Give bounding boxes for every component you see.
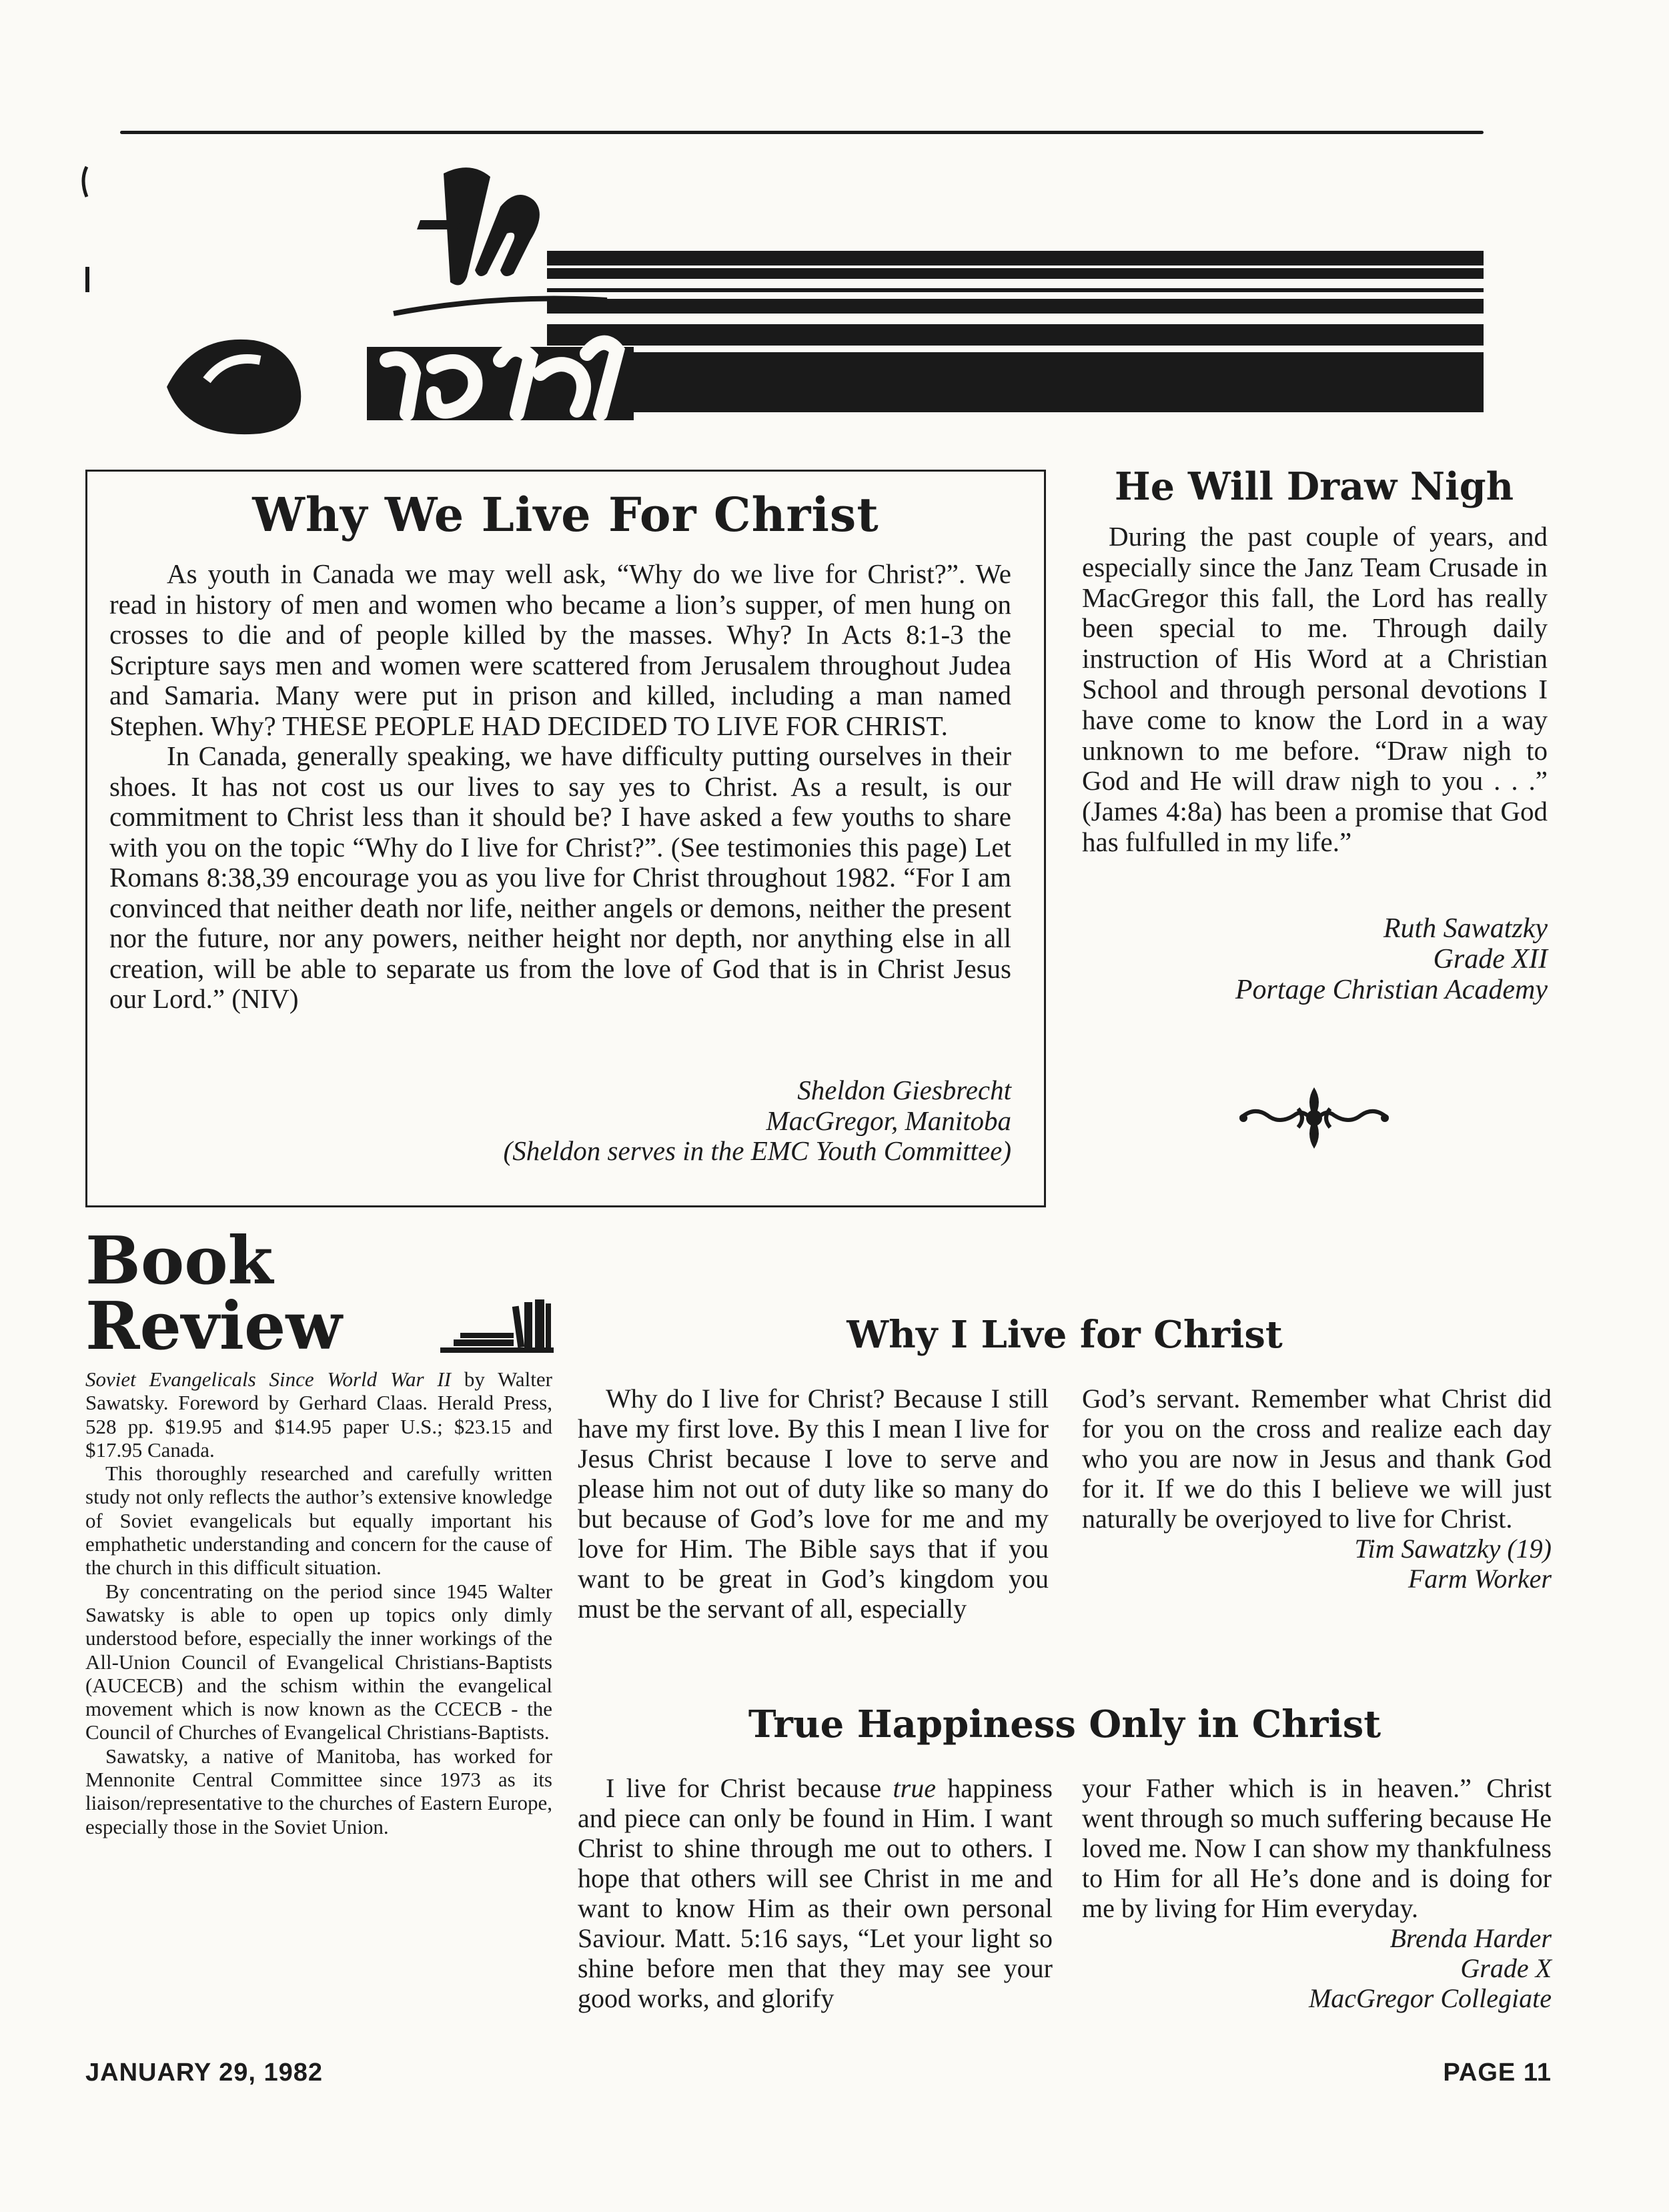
- review-paragraph: This thoroughly researched and carefully written study not only reflects the author’s extensive knowledge of Soviet evangelicals but equally important his emphathetic understanding and concern for the cause of the church in this difficult situation.: [85, 1462, 552, 1580]
- bookshelf-icon: [440, 1297, 554, 1357]
- author-location: MacGregor, Manitoba: [766, 1105, 1011, 1136]
- testimony-2-signature: [1082, 1923, 1552, 2013]
- review-paragraph: Sawatsky, a native of Manitoba, has worked for Mennonite Central Committee since 1973 as its liaison/representative to the churches of Eastern Europe, especially those in the Soviet Union.: [85, 1744, 552, 1838]
- scroll-ornament-icon: [1234, 1082, 1394, 1154]
- testimony-2-title: True Happiness Only in Christ: [748, 1702, 1381, 1746]
- author-occupation: Farm Worker: [1408, 1564, 1552, 1594]
- testimony-1-right-column: God’s servant. Remember what Christ did for you on the cross and realize each day who you are now in Jesus and thank God for it. If we do this I believe we will just naturally be overjoyed to live for Christ. Tim Sawatzky (19) Farm Worker: [1082, 1384, 1552, 1594]
- author-grade: Grade X: [1460, 1953, 1552, 1983]
- testimony-2-left-column: I live for Christ because true happiness and piece can only be found in Him. I want Christ to shine through me out to others. I hope that others will see Christ in me and want to know Him as their own personal Saviour. Matt. 5:16 says, “Let your light so shine before men that they may see your good works, and glorify: [578, 1773, 1053, 2013]
- masthead-top-rule: [120, 131, 1484, 134]
- testimony-1-left-column: Why do I live for Christ? Because I still have my first love. By this I mean I live for Jesus Christ because I love to serve and please him not out of duty like so many do but because of God’s love for me and my love for Him. The Bible says that if you want to be great in God’s kingdom you must be the servant of all, especially: [578, 1384, 1049, 1624]
- lead-article-body: [109, 559, 1011, 1015]
- author-name: Sheldon Giesbrecht: [797, 1075, 1011, 1105]
- author-note: (Sheldon serves in the EMC Youth Committee): [503, 1135, 1011, 1166]
- author-name: Tim Sawatzky (19): [1354, 1534, 1552, 1564]
- testimony-1-signature: [1082, 1534, 1552, 1594]
- side-paragraph: During the past couple of years, and especially since the Janz Team Crusade in MacGregor this fall, the Lord has really been special to me. Through daily instruction of His Word at a Christian School and through personal devotions I have come to know the Lord in a way unknown to me before. “Draw nigh to God and He will draw nigh to you . . .” (James 4:8a) has been a promise that God has fulfulled in my life.”: [1082, 521, 1548, 857]
- page-number: PAGE 11: [1443, 2059, 1552, 2087]
- author-grade: Grade XII: [1433, 943, 1548, 975]
- lead-article-signature: [109, 1075, 1011, 1167]
- side-article-title: He Will Draw Nigh: [1114, 464, 1514, 509]
- book-citation: Soviet Evangelicals Since World War II by Walter Sawatsky. Foreword by Gerhard Claas. Herald Press, 528 pp. $19.95 and $14.95 paper U.S.; $23.15 and $17.95 Canada.: [85, 1367, 552, 1462]
- youth-reach-logo: [73, 147, 740, 440]
- author-name: Brenda Harder: [1389, 1923, 1552, 1953]
- author-school: MacGregor Collegiate: [1308, 1983, 1552, 2013]
- book-review-body: [85, 1367, 552, 1838]
- book-review-heading: Book Review: [85, 1223, 342, 1365]
- lead-article-title: Why We Live For Christ: [252, 487, 879, 542]
- lead-paragraph: As youth in Canada we may well ask, “Why do we live for Christ?”. We read in history of men and women who became a lion’s supper, of men hung on crosses to die and of people killed by the masses. Why? In Acts 8:1-3 the Scripture says men and women were scattered from Jerusalem throughout Judea and Samaria. Many were put in prison and killed, including a man named Stephen. Why? THESE PEOPLE HAD DECIDED TO LIVE FOR CHRIST.: [109, 558, 1011, 741]
- side-article-body: [1082, 522, 1548, 858]
- review-paragraph: By concentrating on the period since 1945 Walter Sawatsky is able to open up topics only dimly understood before, especially the inner workings of the All-Union Council of Evangelical Christians-Baptists (AUCECB) and the schism within the evangelical movement which is now known as the CCECB - the Council of Churches of Evangelical Christians-Baptists.: [85, 1579, 552, 1744]
- lead-paragraph: In Canada, generally speaking, we have difficulty putting ourselves in their shoes. It has not cost us our lives to say yes to Christ. As a result, is our commitment to Christ less than it should be? I have asked a few youths to share with you on the topic “Why do I live for Christ?”. (See testimonies this page) Let Romans 8:38,39 encourage you as you live for Christ throughout 1982. “For I am convinced that neither death nor life, neither angels or demons, neither the present nor the future, nor any powers, neither height nor depth, nor anything else in all creation, will be able to separate us from the love of God that is in Christ Jesus our Lord.” (NIV): [109, 740, 1011, 1014]
- testimony-1-title: Why I Live for Christ: [847, 1313, 1283, 1357]
- testimony-2-right-column: your Father which is in heaven.” Christ went through so much suffering because He loved me. Now I can show my thankfulness to Him for all He’s done and is doing for me by living for Him everyday. Brenda Harder Grade X MacGregor Collegiate: [1082, 1773, 1552, 2013]
- author-school: Portage Christian Academy: [1235, 974, 1548, 1005]
- book-title: Soviet Evangelicals Since World War II: [85, 1367, 452, 1391]
- issue-date: JANUARY 29, 1982: [85, 2059, 324, 2087]
- author-name: Ruth Sawatzky: [1383, 913, 1548, 944]
- side-article-signature: [1082, 914, 1548, 1005]
